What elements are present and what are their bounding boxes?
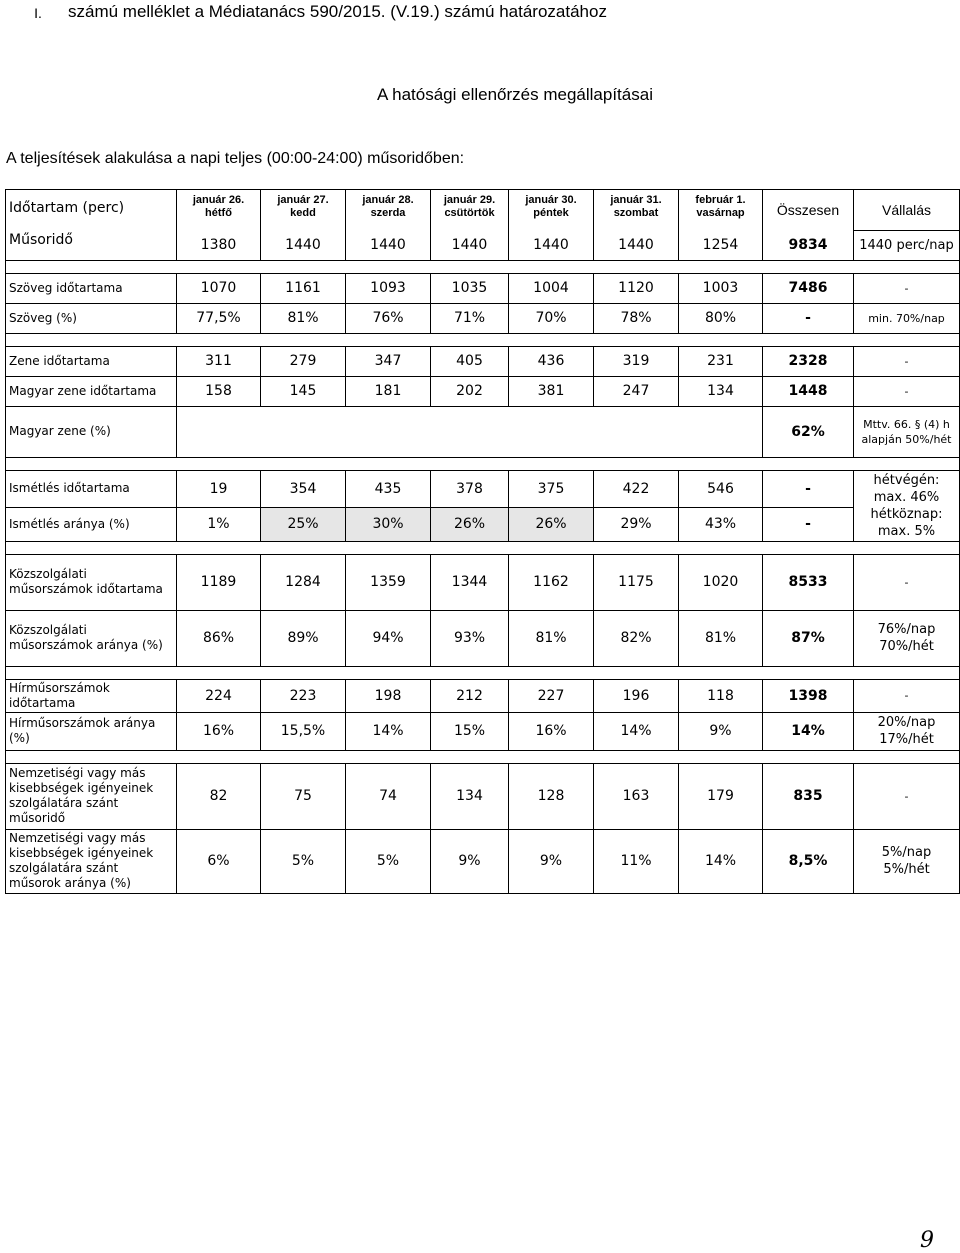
commitment-cell: - bbox=[854, 763, 960, 829]
commitment-cell: 20%/nap 17%/hét bbox=[854, 712, 960, 750]
value-cell: 15% bbox=[431, 712, 509, 750]
value-cell: 212 bbox=[431, 679, 509, 712]
value-cell: 9% bbox=[431, 829, 509, 893]
value-cell: 1359 bbox=[346, 554, 431, 610]
value-cell: 1003 bbox=[679, 273, 763, 303]
table-row bbox=[6, 763, 960, 829]
value-cell: 378 bbox=[431, 470, 509, 507]
value-cell: 128 bbox=[509, 763, 594, 829]
day-header-0: január 26. hétfő bbox=[177, 190, 261, 231]
value-cell: 1% bbox=[177, 507, 261, 541]
row-label: Magyar zene (%) bbox=[6, 406, 177, 457]
row-label: Hírműsorszámok aránya (%) bbox=[6, 712, 177, 750]
musorido-cell-4: 1440 bbox=[509, 230, 594, 260]
value-cell: 93% bbox=[431, 610, 509, 666]
value-cell: 181 bbox=[346, 376, 431, 406]
commitment-cell: - bbox=[854, 554, 960, 610]
page-number: 9 bbox=[920, 1228, 934, 1253]
value-cell: 1161 bbox=[261, 273, 346, 303]
value-cell: 5% bbox=[346, 829, 431, 893]
value-cell: 81% bbox=[261, 303, 346, 333]
value-cell: 26% bbox=[431, 507, 509, 541]
annex-number: I. bbox=[34, 4, 42, 21]
value-cell: 118 bbox=[679, 679, 763, 712]
commitment-cell: 5%/nap 5%/hét bbox=[854, 829, 960, 893]
total-cell: 8533 bbox=[763, 554, 854, 610]
value-cell: 381 bbox=[509, 376, 594, 406]
table-row bbox=[6, 829, 960, 893]
table-row bbox=[6, 712, 960, 750]
value-cell: 354 bbox=[261, 470, 346, 507]
value-cell: 9% bbox=[679, 712, 763, 750]
value-cell: 5% bbox=[261, 829, 346, 893]
value-cell: 6% bbox=[177, 829, 261, 893]
value-cell: 422 bbox=[594, 470, 679, 507]
row-label: Hírműsorszámok időtartama bbox=[6, 679, 177, 712]
value-cell: 179 bbox=[679, 763, 763, 829]
commitment-cell: - bbox=[854, 376, 960, 406]
total-header: Összesen bbox=[763, 190, 854, 231]
value-cell: 81% bbox=[509, 610, 594, 666]
value-cell: 80% bbox=[679, 303, 763, 333]
value-cell: 29% bbox=[594, 507, 679, 541]
separator-row bbox=[6, 750, 960, 763]
day-header-6: február 1. vasárnap bbox=[679, 190, 763, 231]
table-row bbox=[6, 346, 960, 376]
total-cell: 7486 bbox=[763, 273, 854, 303]
day-header-5: január 31. szombat bbox=[594, 190, 679, 231]
value-cell: 311 bbox=[177, 346, 261, 376]
commitment-cell: - bbox=[854, 346, 960, 376]
value-cell: 435 bbox=[346, 470, 431, 507]
total-cell: - bbox=[763, 507, 854, 541]
table-header-row bbox=[6, 190, 960, 231]
total-cell: 62% bbox=[763, 406, 854, 457]
value-cell: 9% bbox=[509, 829, 594, 893]
header-label-cell bbox=[6, 190, 177, 261]
row-label: Zene időtartama bbox=[6, 346, 177, 376]
value-cell: 1175 bbox=[594, 554, 679, 610]
value-cell: 405 bbox=[431, 346, 509, 376]
empty-merged-cell bbox=[177, 406, 763, 457]
value-cell: 81% bbox=[679, 610, 763, 666]
separator-row bbox=[6, 666, 960, 679]
row-label: Ismétlés aránya (%) bbox=[6, 507, 177, 541]
commitment-cell: 76%/nap 70%/hét bbox=[854, 610, 960, 666]
total-cell: 2328 bbox=[763, 346, 854, 376]
table-row bbox=[6, 507, 960, 541]
musorido-commitment: 1440 perc/nap bbox=[854, 230, 960, 260]
table-row bbox=[6, 470, 960, 507]
commitment-cell: - bbox=[854, 273, 960, 303]
value-cell: 82% bbox=[594, 610, 679, 666]
value-cell: 14% bbox=[346, 712, 431, 750]
value-cell: 347 bbox=[346, 346, 431, 376]
value-cell: 89% bbox=[261, 610, 346, 666]
commitment-header: Vállalás bbox=[854, 190, 960, 231]
value-cell: 227 bbox=[509, 679, 594, 712]
value-cell: 71% bbox=[431, 303, 509, 333]
total-cell: 1398 bbox=[763, 679, 854, 712]
day-header-4: január 30. péntek bbox=[509, 190, 594, 231]
row-label: Ismétlés időtartama bbox=[6, 470, 177, 507]
value-cell: 15,5% bbox=[261, 712, 346, 750]
value-cell: 279 bbox=[261, 346, 346, 376]
separator-row bbox=[6, 333, 960, 346]
value-cell: 14% bbox=[594, 712, 679, 750]
total-cell: 14% bbox=[763, 712, 854, 750]
value-cell: 1344 bbox=[431, 554, 509, 610]
table-row bbox=[6, 376, 960, 406]
day-header-1: január 27. kedd bbox=[261, 190, 346, 231]
row-label: Nemzetiségi vagy más kisebbségek igényeinek szolgálatára szánt műsoridő bbox=[6, 763, 177, 829]
document-subtitle: A hatósági ellenőrzés megállapításai bbox=[377, 85, 653, 104]
value-cell: 134 bbox=[679, 376, 763, 406]
broadcast-table bbox=[5, 189, 960, 894]
value-cell: 19 bbox=[177, 470, 261, 507]
value-cell: 70% bbox=[509, 303, 594, 333]
annex-title: számú melléklet a Médiatanács 590/2015. (V.19.) számú határozatához bbox=[68, 2, 607, 21]
value-cell: 196 bbox=[594, 679, 679, 712]
separator-row bbox=[6, 541, 960, 554]
value-cell: 319 bbox=[594, 346, 679, 376]
value-cell: 163 bbox=[594, 763, 679, 829]
table-row bbox=[6, 610, 960, 666]
row-label: Közszolgálati műsorszámok aránya (%) bbox=[6, 610, 177, 666]
value-cell: 134 bbox=[431, 763, 509, 829]
musorido-cell-2: 1440 bbox=[346, 230, 431, 260]
value-cell: 1070 bbox=[177, 273, 261, 303]
day-header-2: január 28. szerda bbox=[346, 190, 431, 231]
musorido-cell-5: 1440 bbox=[594, 230, 679, 260]
value-cell: 16% bbox=[509, 712, 594, 750]
intro-text: A teljesítések alakulása a napi teljes (00:00-24:00) műsoridőben: bbox=[6, 150, 465, 167]
row-label: Szöveg (%) bbox=[6, 303, 177, 333]
day-header-3: január 29. csütörtök bbox=[431, 190, 509, 231]
table-row bbox=[6, 554, 960, 610]
musorido-total: 9834 bbox=[763, 230, 854, 260]
total-cell: - bbox=[763, 470, 854, 507]
value-cell: 76% bbox=[346, 303, 431, 333]
value-cell: 75 bbox=[261, 763, 346, 829]
value-cell: 78% bbox=[594, 303, 679, 333]
value-cell: 1035 bbox=[431, 273, 509, 303]
commitment-cell: min. 70%/nap bbox=[854, 303, 960, 333]
total-cell: 1448 bbox=[763, 376, 854, 406]
value-cell: 198 bbox=[346, 679, 431, 712]
commitment-cell: hétvégén: max. 46% hétköznap: max. 5% bbox=[854, 470, 960, 541]
value-cell: 224 bbox=[177, 679, 261, 712]
duration-header: Időtartam (perc) bbox=[9, 200, 125, 217]
row-label: Magyar zene időtartama bbox=[6, 376, 177, 406]
value-cell: 30% bbox=[346, 507, 431, 541]
commitment-cell: Mttv. 66. § (4) h alapján 50%/hét bbox=[854, 406, 960, 457]
value-cell: 77,5% bbox=[177, 303, 261, 333]
value-cell: 158 bbox=[177, 376, 261, 406]
value-cell: 375 bbox=[509, 470, 594, 507]
value-cell: 74 bbox=[346, 763, 431, 829]
value-cell: 145 bbox=[261, 376, 346, 406]
value-cell: 14% bbox=[679, 829, 763, 893]
value-cell: 25% bbox=[261, 507, 346, 541]
value-cell: 202 bbox=[431, 376, 509, 406]
value-cell: 43% bbox=[679, 507, 763, 541]
value-cell: 1189 bbox=[177, 554, 261, 610]
value-cell: 436 bbox=[509, 346, 594, 376]
table-row bbox=[6, 273, 960, 303]
table-row bbox=[6, 679, 960, 712]
value-cell: 1162 bbox=[509, 554, 594, 610]
commitment-cell: - bbox=[854, 679, 960, 712]
separator-row bbox=[6, 260, 960, 273]
musorido-label: Műsoridő bbox=[9, 232, 73, 249]
value-cell: 231 bbox=[679, 346, 763, 376]
value-cell: 1093 bbox=[346, 273, 431, 303]
total-cell: 87% bbox=[763, 610, 854, 666]
value-cell: 1284 bbox=[261, 554, 346, 610]
value-cell: 94% bbox=[346, 610, 431, 666]
musorido-cell-6: 1254 bbox=[679, 230, 763, 260]
total-cell: 835 bbox=[763, 763, 854, 829]
value-cell: 1004 bbox=[509, 273, 594, 303]
value-cell: 11% bbox=[594, 829, 679, 893]
value-cell: 82 bbox=[177, 763, 261, 829]
value-cell: 546 bbox=[679, 470, 763, 507]
value-cell: 1120 bbox=[594, 273, 679, 303]
musorido-cell-1: 1440 bbox=[261, 230, 346, 260]
row-label: Nemzetiségi vagy más kisebbségek igényeinek szolgálatára szánt műsorok aránya (%) bbox=[6, 829, 177, 893]
value-cell: 16% bbox=[177, 712, 261, 750]
total-cell: - bbox=[763, 303, 854, 333]
value-cell: 86% bbox=[177, 610, 261, 666]
value-cell: 223 bbox=[261, 679, 346, 712]
separator-row bbox=[6, 457, 960, 470]
row-label: Közszolgálati műsorszámok időtartama bbox=[6, 554, 177, 610]
value-cell: 247 bbox=[594, 376, 679, 406]
value-cell: 26% bbox=[509, 507, 594, 541]
total-cell: 8,5% bbox=[763, 829, 854, 893]
row-label: Szöveg időtartama bbox=[6, 273, 177, 303]
musorido-cell-0: 1380 bbox=[177, 230, 261, 260]
table-row bbox=[6, 406, 960, 457]
table-row bbox=[6, 303, 960, 333]
value-cell: 1020 bbox=[679, 554, 763, 610]
musorido-cell-3: 1440 bbox=[431, 230, 509, 260]
annex-heading bbox=[8, 2, 607, 22]
